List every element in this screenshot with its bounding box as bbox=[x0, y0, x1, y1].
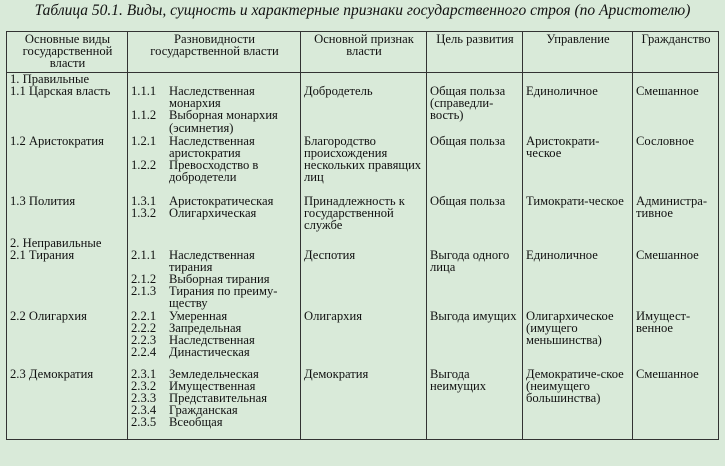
cell-main-feature: Олигархия bbox=[301, 310, 427, 368]
subtype-number: 1.2.1 bbox=[131, 134, 157, 148]
subtype-number: 2.2.2 bbox=[131, 320, 157, 335]
cell-citizenship: Смешанное bbox=[633, 368, 719, 440]
cell-varieties bbox=[128, 310, 301, 368]
subtype-item bbox=[131, 416, 298, 428]
cell-citizenship: Администра-тивное bbox=[633, 195, 719, 237]
table-header-row bbox=[7, 32, 719, 73]
cell-citizenship: Смешанное bbox=[633, 73, 719, 135]
cell-main-type: 2.3 Демократия bbox=[7, 368, 128, 440]
cell-varieties bbox=[128, 135, 301, 195]
cell-main-feature: Принадлежность к государственной службе bbox=[301, 195, 427, 237]
subtype-number: 1.3.1 bbox=[131, 194, 157, 208]
subtype-number: 2.3.2 bbox=[131, 378, 157, 393]
cell-main-type: 1. Правильные 1.1 Царская власть bbox=[7, 73, 128, 135]
subtype-label: Превосходство в добродетели bbox=[169, 157, 259, 185]
table-row bbox=[7, 310, 719, 368]
subtype-item bbox=[131, 135, 298, 159]
header-citizenship: Гражданство bbox=[633, 32, 719, 73]
cell-citizenship: Имущест-венное bbox=[633, 310, 719, 368]
subtype-label: Имущественная bbox=[169, 378, 256, 393]
subtype-number: 1.3.2 bbox=[131, 205, 157, 220]
subtype-item bbox=[131, 346, 298, 358]
cell-citizenship: Сословное bbox=[633, 135, 719, 195]
cell-varieties bbox=[128, 237, 301, 310]
cell-main-feature: Благородство происхождения нескольких правящих лиц bbox=[301, 135, 427, 195]
cell-main-type: 2. Неправильные 2.1 Тирания bbox=[7, 237, 128, 310]
cell-development-goal: Выгода одного лица bbox=[427, 237, 523, 310]
table-row bbox=[7, 135, 719, 195]
subtype-number: 2.1.1 bbox=[131, 247, 157, 262]
subtype-label: Династическая bbox=[169, 345, 250, 360]
subtype-number: 2.2.4 bbox=[131, 345, 157, 360]
cell-development-goal: Общая польза (справедли-вость) bbox=[427, 73, 523, 135]
table-row bbox=[7, 195, 719, 237]
subtype-number: 2.1.2 bbox=[131, 271, 157, 286]
cell-development-goal: Выгода имущих bbox=[427, 310, 523, 368]
cell-main-type: 1.2 Аристократия bbox=[7, 135, 128, 195]
subtype-label: Олигархическая bbox=[169, 205, 257, 220]
subtype-number: 2.1.3 bbox=[131, 284, 157, 299]
subtype-number: 2.2.1 bbox=[131, 309, 157, 323]
subtype-number: 2.3.5 bbox=[131, 415, 157, 430]
cell-main-type: 1.3 Полития bbox=[7, 195, 128, 237]
cell-management: Единоличное bbox=[523, 237, 633, 310]
subtype-label: Выборная тирания bbox=[169, 271, 270, 286]
header-management: Управление bbox=[523, 32, 633, 73]
cell-management: Тимократи-ческое bbox=[523, 195, 633, 237]
subtype-item bbox=[131, 207, 298, 219]
cell-management: Олигархическое (имущего меньшинства) bbox=[523, 310, 633, 368]
subtype-number: 2.2.3 bbox=[131, 332, 157, 347]
subtype-label: Выборная монархия (эсимнетия) bbox=[169, 108, 278, 135]
subtype-label: Аристократическая bbox=[169, 194, 274, 208]
cell-varieties bbox=[128, 195, 301, 237]
subtype-number: 2.3.1 bbox=[131, 367, 157, 381]
cell-management: Аристократи-ческое bbox=[523, 135, 633, 195]
table-row bbox=[7, 237, 719, 310]
subtype-item bbox=[131, 310, 298, 322]
cell-main-feature: Добродетель bbox=[301, 73, 427, 135]
subtype-label: Запредельная bbox=[169, 320, 242, 335]
subtype-number: 1.1.1 bbox=[131, 84, 157, 98]
cell-development-goal: Общая польза bbox=[427, 135, 523, 195]
subtype-label: Представительная bbox=[169, 390, 267, 405]
cell-development-goal: Общая польза bbox=[427, 195, 523, 237]
subtype-label: Наследственная аристократия bbox=[169, 134, 255, 160]
subtype-number: 1.2.2 bbox=[131, 157, 157, 172]
header-development-goal: Цель развития bbox=[427, 32, 523, 73]
subtype-item bbox=[131, 109, 298, 133]
cell-main-type: 2.2 Олигархия bbox=[7, 310, 128, 368]
subtype-item bbox=[131, 368, 298, 380]
subtype-item bbox=[131, 285, 298, 309]
state-types-table bbox=[6, 31, 719, 440]
cell-main-feature: Демократия bbox=[301, 368, 427, 440]
cell-varieties bbox=[128, 73, 301, 135]
header-main-types: Основные виды государственной власти bbox=[7, 32, 128, 73]
cell-development-goal: Выгода неимущих bbox=[427, 368, 523, 440]
subtype-label: Наследственная тирания bbox=[169, 247, 255, 274]
subtype-label: Наследственная bbox=[169, 332, 255, 347]
table-caption: Таблица 50.1. Виды, сущность и характерные признаки государственного строя (по Аристотелю) bbox=[34, 2, 691, 19]
subtype-item bbox=[131, 159, 298, 183]
subtype-label: Умеренная bbox=[169, 309, 228, 323]
table-row bbox=[7, 368, 719, 440]
cell-varieties bbox=[128, 368, 301, 440]
subtype-label: Всеобщая bbox=[169, 415, 223, 430]
subtype-item bbox=[131, 249, 298, 273]
header-varieties: Разновидности государственной власти bbox=[128, 32, 301, 73]
cell-main-feature: Деспотия bbox=[301, 237, 427, 310]
cell-management: Единоличное bbox=[523, 73, 633, 135]
subtype-number: 2.3.4 bbox=[131, 403, 157, 418]
cell-management: Демократиче-ское (неимущего большинства) bbox=[523, 368, 633, 440]
subtype-item bbox=[131, 195, 298, 207]
subtype-label: Гражданская bbox=[169, 403, 238, 418]
cell-citizenship: Смешанное bbox=[633, 237, 719, 310]
subtype-label: Наследственная монархия bbox=[169, 84, 255, 111]
subtype-label: Тирания по преиму-ществу bbox=[169, 284, 278, 310]
subtype-number: 2.3.3 bbox=[131, 390, 157, 405]
subtype-label: Земледельческая bbox=[169, 367, 259, 381]
header-main-feature: Основной признак власти bbox=[301, 32, 427, 73]
subtype-number: 1.1.2 bbox=[131, 108, 157, 123]
subtype-item bbox=[131, 85, 298, 109]
table-row bbox=[7, 73, 719, 135]
